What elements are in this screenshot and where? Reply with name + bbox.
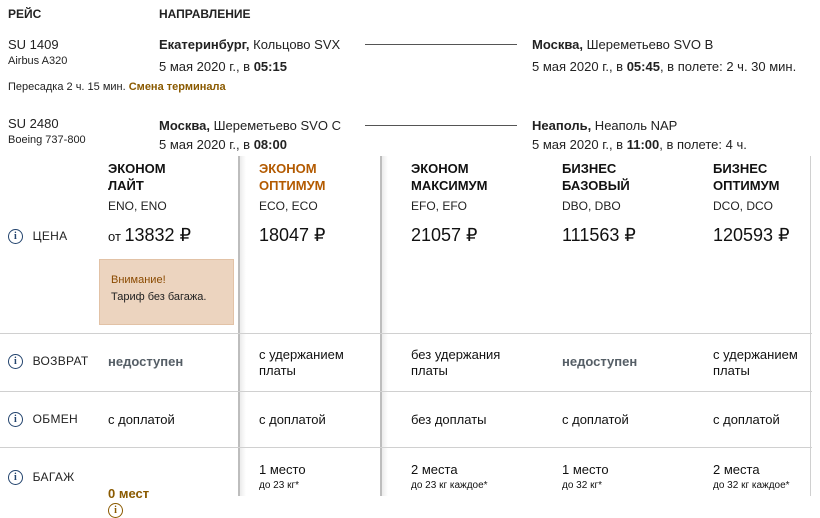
arrival-date: 5 мая 2020 г., в [532, 59, 627, 74]
arrival-place [532, 118, 677, 133]
baggage-count: 0 мест [108, 486, 150, 501]
price-value: 18047 ₽ [259, 225, 326, 245]
row-divider [0, 391, 812, 392]
price-prefix: от [108, 229, 125, 244]
departure-date: 5 мая 2020 г., в [159, 137, 254, 152]
flight-duration: , в полете: 4 ч. [659, 137, 747, 152]
info-icon[interactable]: i [8, 229, 23, 244]
arrival-datetime [532, 137, 747, 152]
exchange-value: без доплаты [411, 412, 487, 427]
refund-value: без удержания платы [411, 347, 501, 378]
column-shadow [382, 156, 388, 496]
transfer-duration: Пересадка 2 ч. 15 мин. [8, 81, 126, 93]
route-line [365, 125, 517, 126]
fare-price[interactable] [411, 225, 478, 246]
route-line [365, 44, 517, 45]
refund-value: с удержанием платы [259, 347, 344, 378]
refund-row-label [8, 354, 89, 369]
row-divider [0, 447, 812, 448]
flight-number: SU 2480 [8, 116, 59, 131]
arrival-time: 05:45 [626, 59, 660, 74]
price-row-label [8, 229, 67, 244]
row-divider [0, 333, 812, 334]
departure-date: 5 мая 2020 г., в [159, 59, 254, 74]
departure-time: 05:15 [253, 59, 287, 74]
fare-name-business-basic[interactable]: БИЗНЕС БАЗОВЫЙ [562, 161, 630, 193]
departure-city: Москва, [159, 118, 210, 133]
fare-codes: DCO, DCO [713, 199, 773, 213]
column-divider [810, 156, 811, 496]
arrival-city: Москва, [532, 37, 583, 52]
fare-name-business-optimum[interactable]: БИЗНЕС ОПТИМУМ [713, 161, 780, 193]
baggage-value [713, 462, 790, 494]
direction-column-header: НАПРАВЛЕНИЕ [159, 7, 251, 21]
terminal-change-warning: Смена терминала [128, 81, 226, 93]
fare-price[interactable] [108, 225, 191, 246]
arrival-airport: Неаполь NAP [591, 118, 678, 133]
refund-label: ВОЗВРАТ [32, 354, 89, 368]
exchange-value: с доплатой [713, 412, 780, 427]
refund-value: с удержанием платы [713, 347, 798, 378]
price-value: 21057 ₽ [411, 225, 478, 245]
baggage-value [108, 470, 149, 518]
departure-place [159, 118, 341, 133]
baggage-count: 1 место [259, 462, 306, 477]
aircraft-type: Boeing 737-800 [8, 134, 86, 146]
flight-duration: , в полете: 2 ч. 30 мин. [659, 59, 797, 74]
flight-column-header: РЕЙС [8, 7, 42, 21]
arrival-date: 5 мая 2020 г., в [532, 137, 627, 152]
exchange-value: с доплатой [108, 412, 175, 427]
arrival-datetime [532, 59, 796, 74]
fare-codes: ENO, ENO [108, 199, 167, 213]
refund-value: недоступен [108, 354, 184, 369]
price-value: 111563 ₽ [562, 225, 636, 245]
departure-airport: Шереметьево SVO C [210, 118, 341, 133]
fare-name-economy-maximum[interactable]: ЭКОНОМ МАКСИМУМ [411, 161, 488, 193]
column-shadow [240, 156, 246, 496]
aircraft-type: Airbus A320 [8, 55, 68, 67]
baggage-label: БАГАЖ [32, 470, 75, 484]
info-icon[interactable]: i [8, 354, 23, 369]
departure-datetime [159, 59, 287, 74]
no-baggage-notice [99, 259, 234, 325]
refund-value: недоступен [562, 354, 638, 369]
baggage-weight: до 32 кг* [562, 480, 602, 491]
arrival-place [532, 37, 713, 52]
exchange-value: с доплатой [562, 412, 629, 427]
price-label: ЦЕНА [32, 229, 68, 243]
exchange-row-label [8, 412, 78, 427]
baggage-count: 2 места [411, 462, 458, 477]
notice-title: Внимание! [111, 274, 166, 286]
baggage-count: 2 места [713, 462, 760, 477]
fare-name-economy-lite[interactable]: ЭКОНОМ ЛАЙТ [108, 161, 166, 193]
fare-codes: ECO, ECO [259, 199, 318, 213]
fare-codes: DBO, DBO [562, 199, 621, 213]
notice-text: Тариф без багажа. [111, 291, 207, 303]
departure-airport: Кольцово SVX [249, 37, 341, 52]
info-icon[interactable]: i [108, 503, 123, 518]
fare-codes: EFO, EFO [411, 199, 468, 213]
baggage-weight: до 23 кг каждое* [411, 480, 488, 491]
arrival-city: Неаполь, [532, 118, 592, 133]
arrival-time: 11:00 [626, 137, 660, 152]
arrival-airport: Шереметьево SVO B [583, 37, 714, 52]
fare-name-economy-optimum[interactable]: ЭКОНОМ ОПТИМУМ [259, 161, 326, 193]
departure-place [159, 37, 340, 52]
baggage-weight: до 32 кг каждое* [713, 480, 790, 491]
baggage-weight: до 23 кг* [259, 480, 299, 491]
baggage-count: 1 место [562, 462, 609, 477]
baggage-value [562, 462, 609, 494]
departure-datetime [159, 137, 287, 152]
fare-price[interactable] [713, 225, 790, 246]
info-icon[interactable]: i [8, 470, 23, 485]
info-icon[interactable]: i [8, 412, 23, 427]
departure-city: Екатеринбург, [159, 37, 250, 52]
exchange-value: с доплатой [259, 412, 326, 427]
baggage-row-label [8, 470, 75, 485]
transfer-info [8, 81, 226, 93]
flight-number: SU 1409 [8, 37, 59, 52]
fare-price[interactable] [562, 225, 636, 246]
baggage-value [259, 462, 306, 494]
fare-price[interactable] [259, 225, 326, 246]
baggage-value [411, 462, 488, 494]
exchange-label: ОБМЕН [32, 412, 79, 426]
price-value: 120593 ₽ [713, 225, 790, 245]
departure-time: 08:00 [253, 137, 287, 152]
price-value: 13832 ₽ [124, 225, 192, 245]
